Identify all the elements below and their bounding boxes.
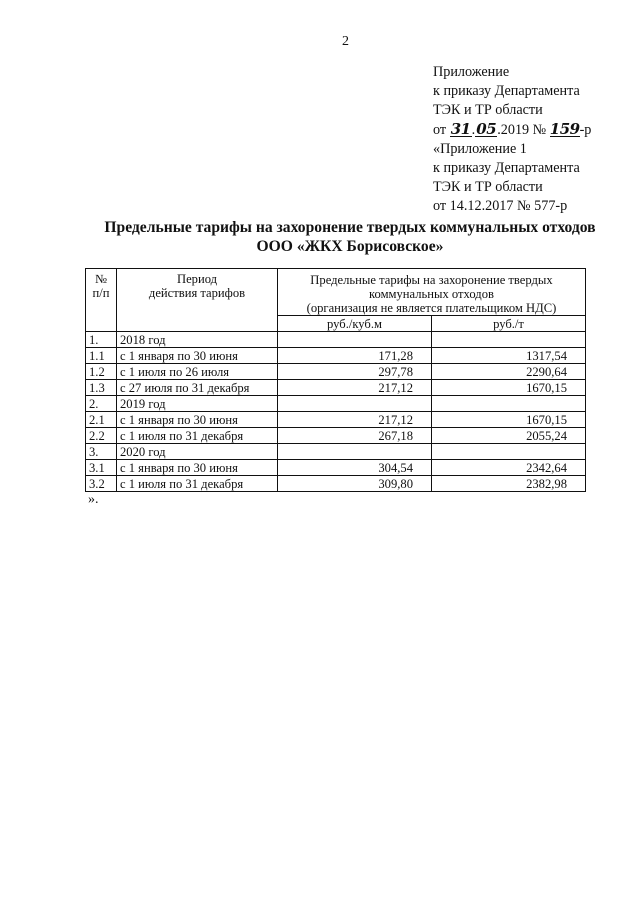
table-row bbox=[86, 380, 586, 396]
cell-price-cubic: 297,78 bbox=[278, 364, 432, 380]
cell-period: с 1 июля по 26 июля bbox=[117, 364, 278, 380]
appendix-line: от 14.12.2017 № 577-р bbox=[433, 198, 568, 215]
cell-price-cubic: 171,28 bbox=[278, 348, 432, 364]
cell-no: 1.1 bbox=[86, 348, 117, 364]
cell-period: с 1 июля по 31 декабря bbox=[117, 428, 278, 444]
closing-quote: ». bbox=[88, 492, 99, 507]
header-tariff bbox=[278, 269, 586, 316]
header-tariff-line: Предельные тарифы на захоронение твердых bbox=[310, 273, 553, 287]
cell-price-ton: 1317,54 bbox=[432, 348, 586, 364]
appendix-line: ТЭК и ТР области bbox=[433, 179, 543, 196]
header-period-line: Период bbox=[176, 272, 218, 286]
cell-price-cubic bbox=[278, 444, 432, 460]
header-no-line: п/п bbox=[92, 286, 110, 300]
table-row bbox=[86, 364, 586, 380]
table-body bbox=[86, 332, 586, 492]
cell-price-cubic: 304,54 bbox=[278, 460, 432, 476]
cell-price-cubic bbox=[278, 396, 432, 412]
appendix-block bbox=[433, 63, 591, 217]
cell-price-ton bbox=[432, 332, 586, 348]
table-row bbox=[86, 412, 586, 428]
appendix-line: Приложение bbox=[433, 64, 510, 80]
appendix-order-line bbox=[433, 121, 591, 140]
cell-no: 1. bbox=[86, 332, 117, 348]
header-tariff-line: (организация не является плательщиком НДС) bbox=[306, 301, 557, 315]
cell-price-cubic: 217,12 bbox=[278, 412, 432, 428]
table-group-row bbox=[86, 332, 586, 348]
table-row bbox=[86, 460, 586, 476]
order-year: .2019 № bbox=[497, 121, 547, 138]
handwritten-day: 31 bbox=[450, 119, 471, 138]
cell-period: с 27 июля по 31 декабря bbox=[117, 380, 278, 396]
cell-price-ton: 2055,24 bbox=[432, 428, 586, 444]
cell-no: 1.2 bbox=[86, 364, 117, 380]
title-line: ООО «ЖКХ Борисовское» bbox=[256, 238, 444, 255]
header-unit-ton: руб./т bbox=[432, 316, 586, 332]
cell-price-cubic: 309,80 bbox=[278, 476, 432, 492]
cell-price-ton: 2290,64 bbox=[432, 364, 586, 380]
cell-no: 2.2 bbox=[86, 428, 117, 444]
header-tariff-line: коммунальных отходов bbox=[369, 287, 494, 301]
cell-price-ton: 2382,98 bbox=[432, 476, 586, 492]
cell-no: 3.2 bbox=[86, 476, 117, 492]
cell-price-cubic: 217,12 bbox=[278, 380, 432, 396]
order-suffix: -р bbox=[579, 121, 592, 138]
appendix-line: к приказу Департамента bbox=[433, 160, 580, 177]
header-no bbox=[86, 269, 117, 332]
date-separator: . bbox=[471, 121, 476, 138]
cell-no: 2.1 bbox=[86, 412, 117, 428]
cell-price-ton: 1670,15 bbox=[432, 412, 586, 428]
appendix-line: к приказу Департамента bbox=[433, 83, 580, 100]
title-line: Предельные тарифы на захоронение твердых коммунальных отходов bbox=[104, 219, 596, 236]
cell-no: 3. bbox=[86, 444, 117, 460]
cell-price-ton: 2342,64 bbox=[432, 460, 586, 476]
header-period bbox=[117, 269, 278, 332]
table-header-row bbox=[86, 269, 586, 316]
cell-period: с 1 января по 30 июня bbox=[117, 460, 278, 476]
cell-period: с 1 июля по 31 декабря bbox=[117, 476, 278, 492]
appendix-line: ТЭК и ТР области bbox=[433, 102, 543, 119]
document-title bbox=[60, 218, 640, 256]
cell-price-ton bbox=[432, 444, 586, 460]
cell-price-ton: 1670,15 bbox=[432, 380, 586, 396]
cell-period: 2019 год bbox=[117, 396, 278, 412]
cell-period: 2018 год bbox=[117, 332, 278, 348]
cell-price-cubic: 267,18 bbox=[278, 428, 432, 444]
handwritten-month: 05 bbox=[476, 119, 497, 138]
cell-period: с 1 января по 30 июня bbox=[117, 348, 278, 364]
order-prefix: от bbox=[433, 121, 447, 138]
table-group-row bbox=[86, 444, 586, 460]
cell-price-cubic bbox=[278, 332, 432, 348]
page-number: 2 bbox=[342, 34, 349, 49]
table-row bbox=[86, 428, 586, 444]
header-no-line: № bbox=[94, 272, 108, 286]
table-group-row bbox=[86, 396, 586, 412]
header-period-line: действия тарифов bbox=[148, 286, 246, 300]
table-row bbox=[86, 348, 586, 364]
header-unit-cubic: руб./куб.м bbox=[278, 316, 432, 332]
appendix-line: «Приложение 1 bbox=[433, 140, 527, 157]
table-row bbox=[86, 476, 586, 492]
handwritten-order-number: 159 bbox=[549, 119, 580, 138]
cell-period: с 1 января по 30 июня bbox=[117, 412, 278, 428]
cell-no: 1.3 bbox=[86, 380, 117, 396]
tariff-table bbox=[85, 268, 586, 492]
cell-no: 2. bbox=[86, 396, 117, 412]
cell-no: 3.1 bbox=[86, 460, 117, 476]
cell-period: 2020 год bbox=[117, 444, 278, 460]
cell-price-ton bbox=[432, 396, 586, 412]
